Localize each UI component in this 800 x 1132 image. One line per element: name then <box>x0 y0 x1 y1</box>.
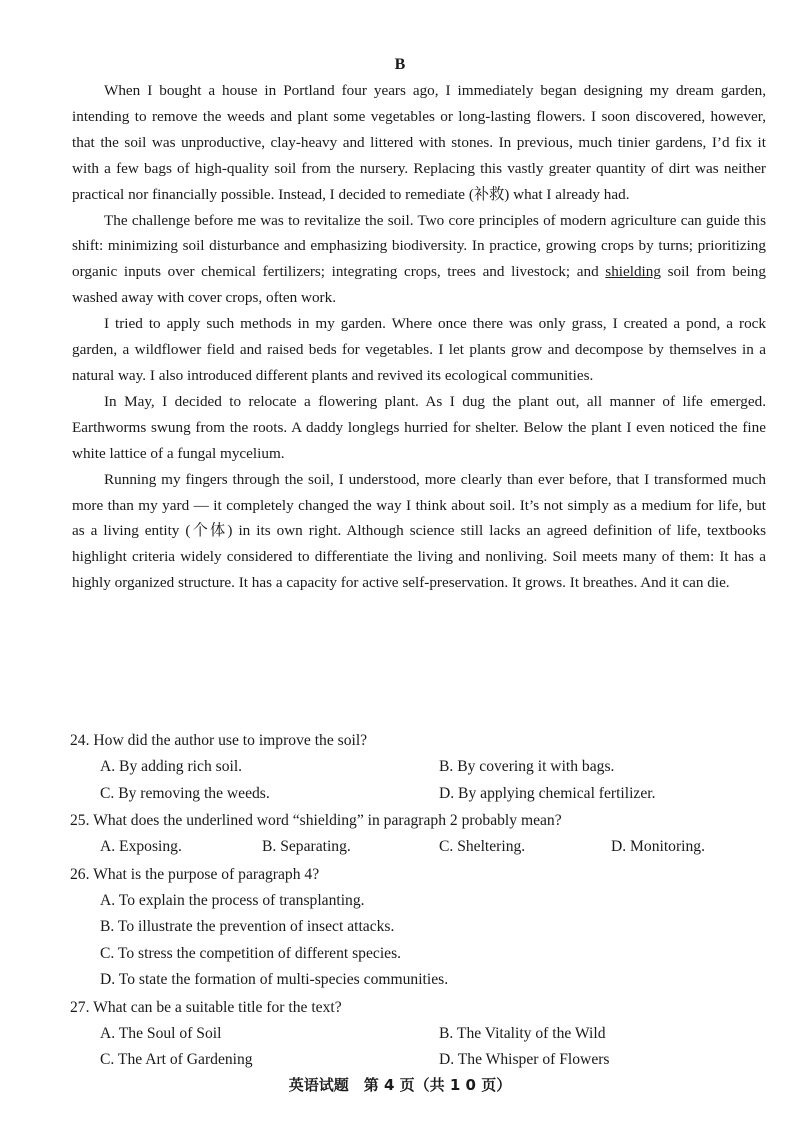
question-24-option-d[interactable]: D. By applying chemical fertilizer. <box>439 784 656 802</box>
question-27-options-row-1 <box>70 1021 770 1048</box>
paragraph-2-text-before: The challenge before me was to revitalize the soil. Two core principles of modern agriculture can guide this shift: minimizing soil disturbance and emphasizing biodiversity. In practice, growing crops by turns; prioritizing organic inputs over chemical fertilizers; integrating crops, trees and livestock; and <box>72 211 766 281</box>
underlined-word: shielding <box>605 263 661 281</box>
question-24-option-a[interactable]: A. By adding rich soil. <box>100 758 243 775</box>
question-24-stem: 24. How did the author use to improve the soil? <box>70 732 368 749</box>
question-25-stem: 25. What does the underlined word “shielding” in paragraph 2 probably mean? <box>70 812 562 829</box>
question-26-stem: 26. What is the purpose of paragraph 4? <box>70 865 320 883</box>
paragraph-3: I tried to apply such methods in my garden. Where once there was only grass, I created a pond, a rock garden, a wildflower field and raised beds for vegetables. I let plants grow and decompose by themselves in a natural way. I also introduced different plants and revived its ecological communities. <box>72 315 766 384</box>
paragraph-5: Running my fingers through the soil, I understood, more clearly than ever before, that I transformed much more than my yard — it completely changed the way I think about soil. It’s not simply as a medium for life, but as a living entity (个体) in its own right. Although science still lacks an agreed definition of life, textbooks highlight criteria widely considered to differentiate the living and nonliving. Soil meets many of them: It has a highly organized structure. It has a capacity for active self-preservation. It grows. It breathes. And it can die. <box>72 470 766 592</box>
question-26-option-row-a <box>70 888 770 915</box>
question-26-option-b[interactable]: B. To illustrate the prevention of insect attacks. <box>100 918 395 935</box>
question-25-option-b[interactable]: B. Separating. <box>262 838 351 855</box>
question-24-option-c[interactable]: C. By removing the weeds. <box>100 784 270 802</box>
question-26-option-c[interactable]: C. To stress the competition of different species. <box>100 944 402 962</box>
question-24-options-row-1 <box>70 754 770 781</box>
question-27-option-c[interactable]: C. The Art of Gardening <box>100 1051 253 1068</box>
question-25-option-d[interactable]: D. Monitoring. <box>611 838 705 855</box>
question-26-option-row-b <box>70 914 770 941</box>
question-27-stem: 27. What can be a suitable title for the text? <box>70 998 342 1016</box>
paragraph-2 <box>72 208 766 312</box>
question-27-option-b[interactable]: B. The Vitality of the Wild <box>439 1024 606 1042</box>
question-25-options-row <box>70 834 770 861</box>
question-24-option-b[interactable]: B. By covering it with bags. <box>439 758 615 775</box>
question-27-options-row-2 <box>70 1047 770 1074</box>
question-26-option-d[interactable]: D. To state the formation of multi-species communities. <box>100 971 449 988</box>
page-footer: 英语试题 第 4 页（共 1 0 页） <box>288 1076 512 1094</box>
question-25-option-a[interactable]: A. Exposing. <box>100 838 182 855</box>
question-26-option-row-d <box>70 967 770 994</box>
questions <box>70 727 770 1074</box>
question-27-option-a[interactable]: A. The Soul of Soil <box>100 1024 222 1042</box>
question-26-option-a[interactable]: A. To explain the process of transplanting. <box>100 891 365 909</box>
section-title: B <box>394 56 406 73</box>
reading-passage <box>72 78 766 596</box>
question-24-options-row-2 <box>70 781 770 808</box>
paragraph-4: In May, I decided to relocate a flowering plant. As I dug the plant out, all manner of life emerged. Earthworms swung from the roots. A daddy longlegs hurried for shelter. Below the plant I even noticed the fine white lattice of a fungal mycelium. <box>72 392 766 462</box>
paragraph-2-text-after: soil from being washed away with cover crops, often work. <box>72 263 766 307</box>
question-25-option-c[interactable]: C. Sheltering. <box>439 838 526 855</box>
paragraph-1: When I bought a house in Portland four years ago, I immediately began designing my dream garden, intending to remove the weeds and plant some vegetables or long-lasting flowers. I soon discovered, however, that the soil was unproductive, clay-heavy and littered with stones. In previous, much tinier gardens, I’d fix it with a few bags of high-quality soil from the nursery. Replacing this vastly greater quantity of dirt was neither practical nor financially possible. Instead, I decided to remediate (补救) what I already had. <box>72 82 766 203</box>
question-27-option-d[interactable]: D. The Whisper of Flowers <box>439 1051 610 1068</box>
question-26-option-row-c <box>70 941 770 968</box>
